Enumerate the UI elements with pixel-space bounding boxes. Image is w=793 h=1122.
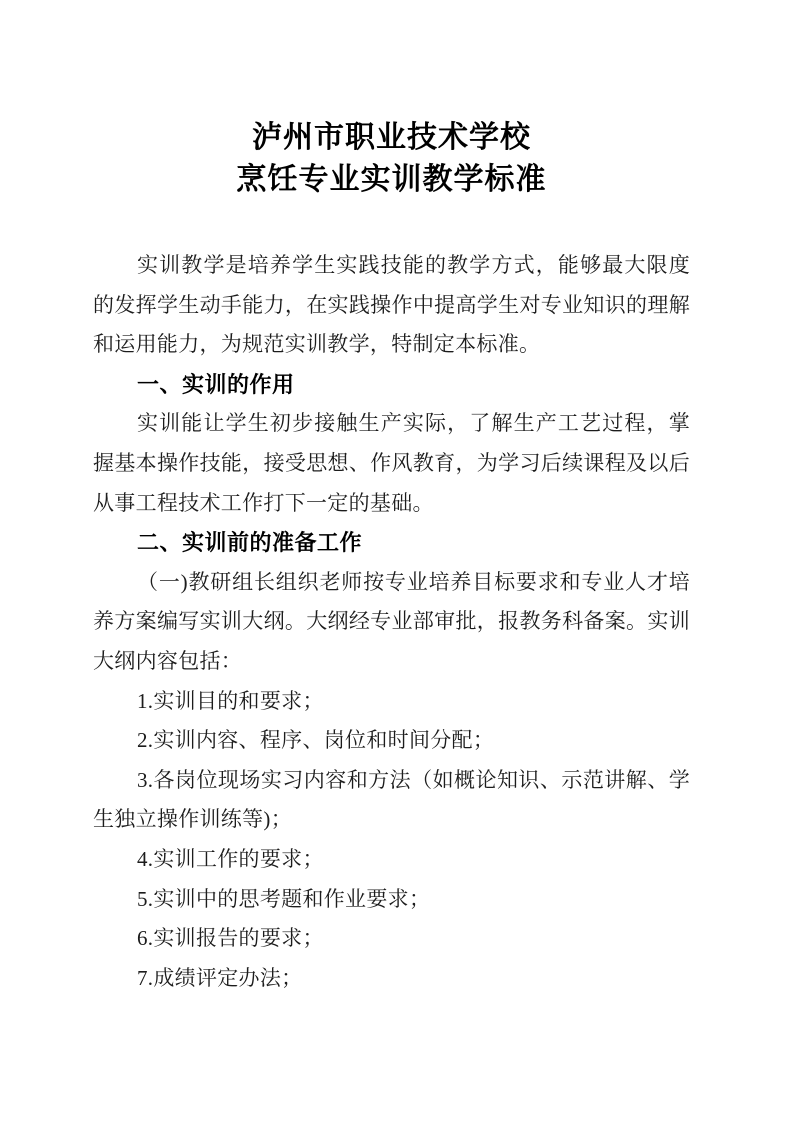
list-item-1: 1.实训目的和要求；: [137, 688, 324, 713]
list-item-5: 5.实训中的思考题和作业要求；: [137, 886, 431, 911]
section-1-paragraph: 实训能让学生初步接触生产实际，了解生产工艺过程，掌握基本操作技能，接受思想、作风教育，为学习后续课程及以后从事工程技术工作打下一定的基础。: [93, 411, 690, 515]
section-2-heading: 二、实训前的准备工作: [137, 530, 363, 556]
list-item-3: 3.各岗位现场实习内容和方法（如概论知识、示范讲解、学生独立操作训练等)；: [93, 767, 690, 832]
section-1-heading: 一、实训的作用: [137, 371, 295, 397]
intro-paragraph: 实训教学是培养学生实践技能的教学方式，能够最大限度的发挥学生动手能力，在实践操作中提高学生对专业知识的理解和运用能力，为规范实训教学，特制定本标准。: [93, 253, 690, 357]
title-line-2: 烹饪专业实训教学标准: [236, 163, 547, 196]
list-item-6: 6.实训报告的要求；: [137, 926, 324, 951]
document-title: [93, 117, 690, 201]
title-line-1: 泸州市职业技术学校: [252, 121, 531, 154]
list-item-4: 4.实训工作的要求；: [137, 846, 324, 871]
list-item-2: 2.实训内容、程序、岗位和时间分配；: [137, 728, 495, 753]
section-2-paragraph: （一)教研组长组织老师按专业培养目标要求和专业人才培养方案编写实训大纲。大纲经专业部审批，报教务科备案。实训大纲内容包括：: [93, 569, 690, 673]
list-item-7: 7.成绩评定办法；: [137, 965, 303, 990]
